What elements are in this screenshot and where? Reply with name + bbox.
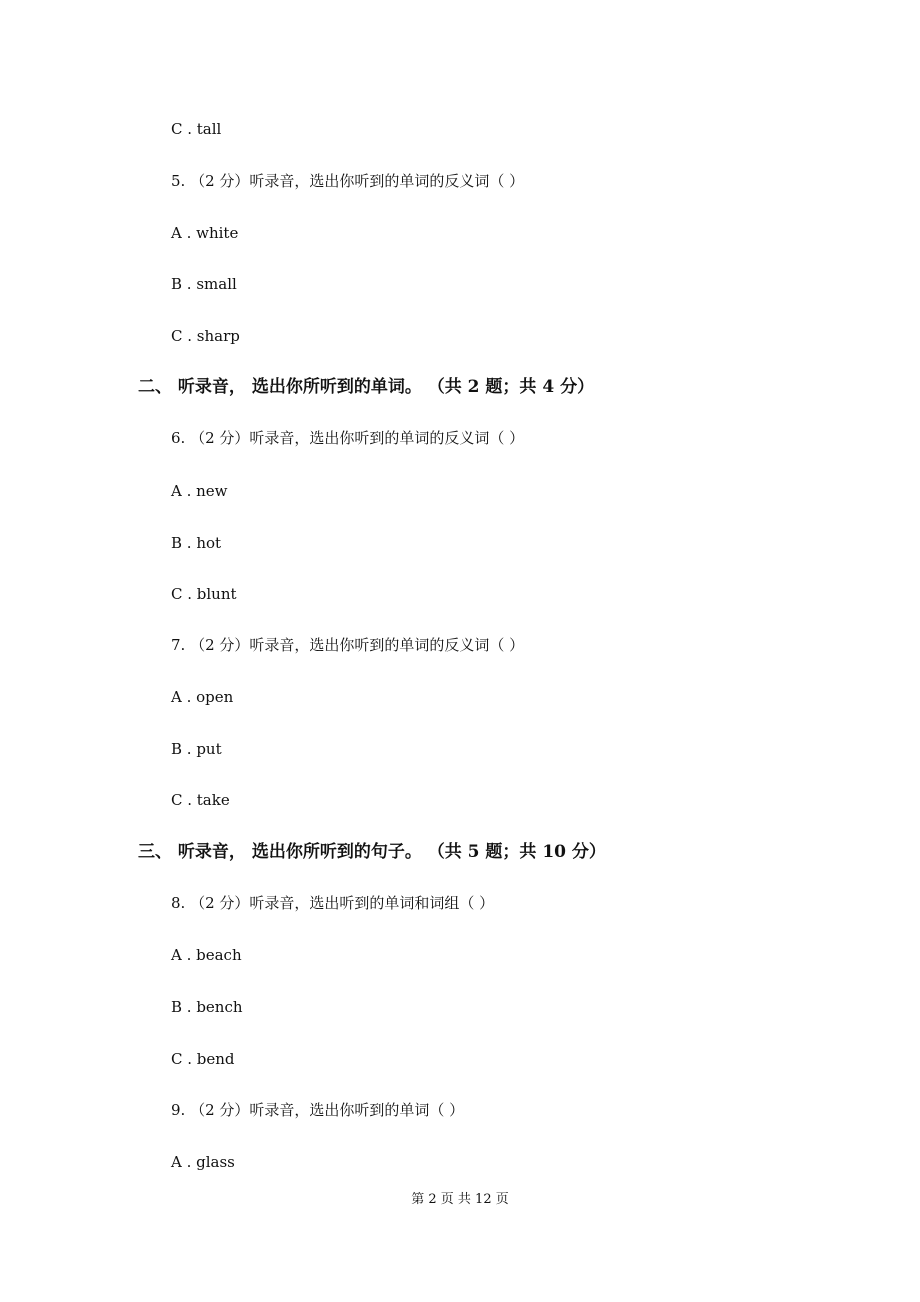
question-8: 8. （2 分）听录音，选出听到的单词和词组（ ） xyxy=(171,894,495,912)
option-7b: B . put xyxy=(171,740,222,758)
page-footer: 第 2 页 共 12 页 xyxy=(411,1192,509,1207)
question-5: 5. （2 分）听录音，选出你听到的单词的反义词（ ） xyxy=(171,172,525,190)
question-9: 9. （2 分）听录音，选出你听到的单词（ ） xyxy=(171,1101,465,1119)
option-4c: C . tall xyxy=(171,120,222,138)
option-7c: C . take xyxy=(171,791,230,809)
option-6c: C . blunt xyxy=(171,585,237,603)
option-9a: A . glass xyxy=(171,1153,235,1171)
option-8b: B . bench xyxy=(171,998,243,1016)
section-2-heading: 二、 听录音， 选出你所听到的单词。 （共 2 题；共 4 分） xyxy=(138,377,595,397)
option-7a: A . open xyxy=(171,688,234,706)
option-5a: A . white xyxy=(171,224,239,242)
option-8c: C . bend xyxy=(171,1050,235,1068)
question-7: 7. （2 分）听录音，选出你听到的单词的反义词（ ） xyxy=(171,636,525,654)
option-6a: A . new xyxy=(171,482,228,500)
option-5b: B . small xyxy=(171,275,237,293)
option-6b: B . hot xyxy=(171,534,222,552)
option-8a: A . beach xyxy=(171,946,242,964)
question-6: 6. （2 分）听录音，选出你听到的单词的反义词（ ） xyxy=(171,429,525,447)
section-3-heading: 三、 听录音， 选出你所听到的句子。 （共 5 题；共 10 分） xyxy=(138,842,606,862)
option-5c: C . sharp xyxy=(171,327,240,345)
